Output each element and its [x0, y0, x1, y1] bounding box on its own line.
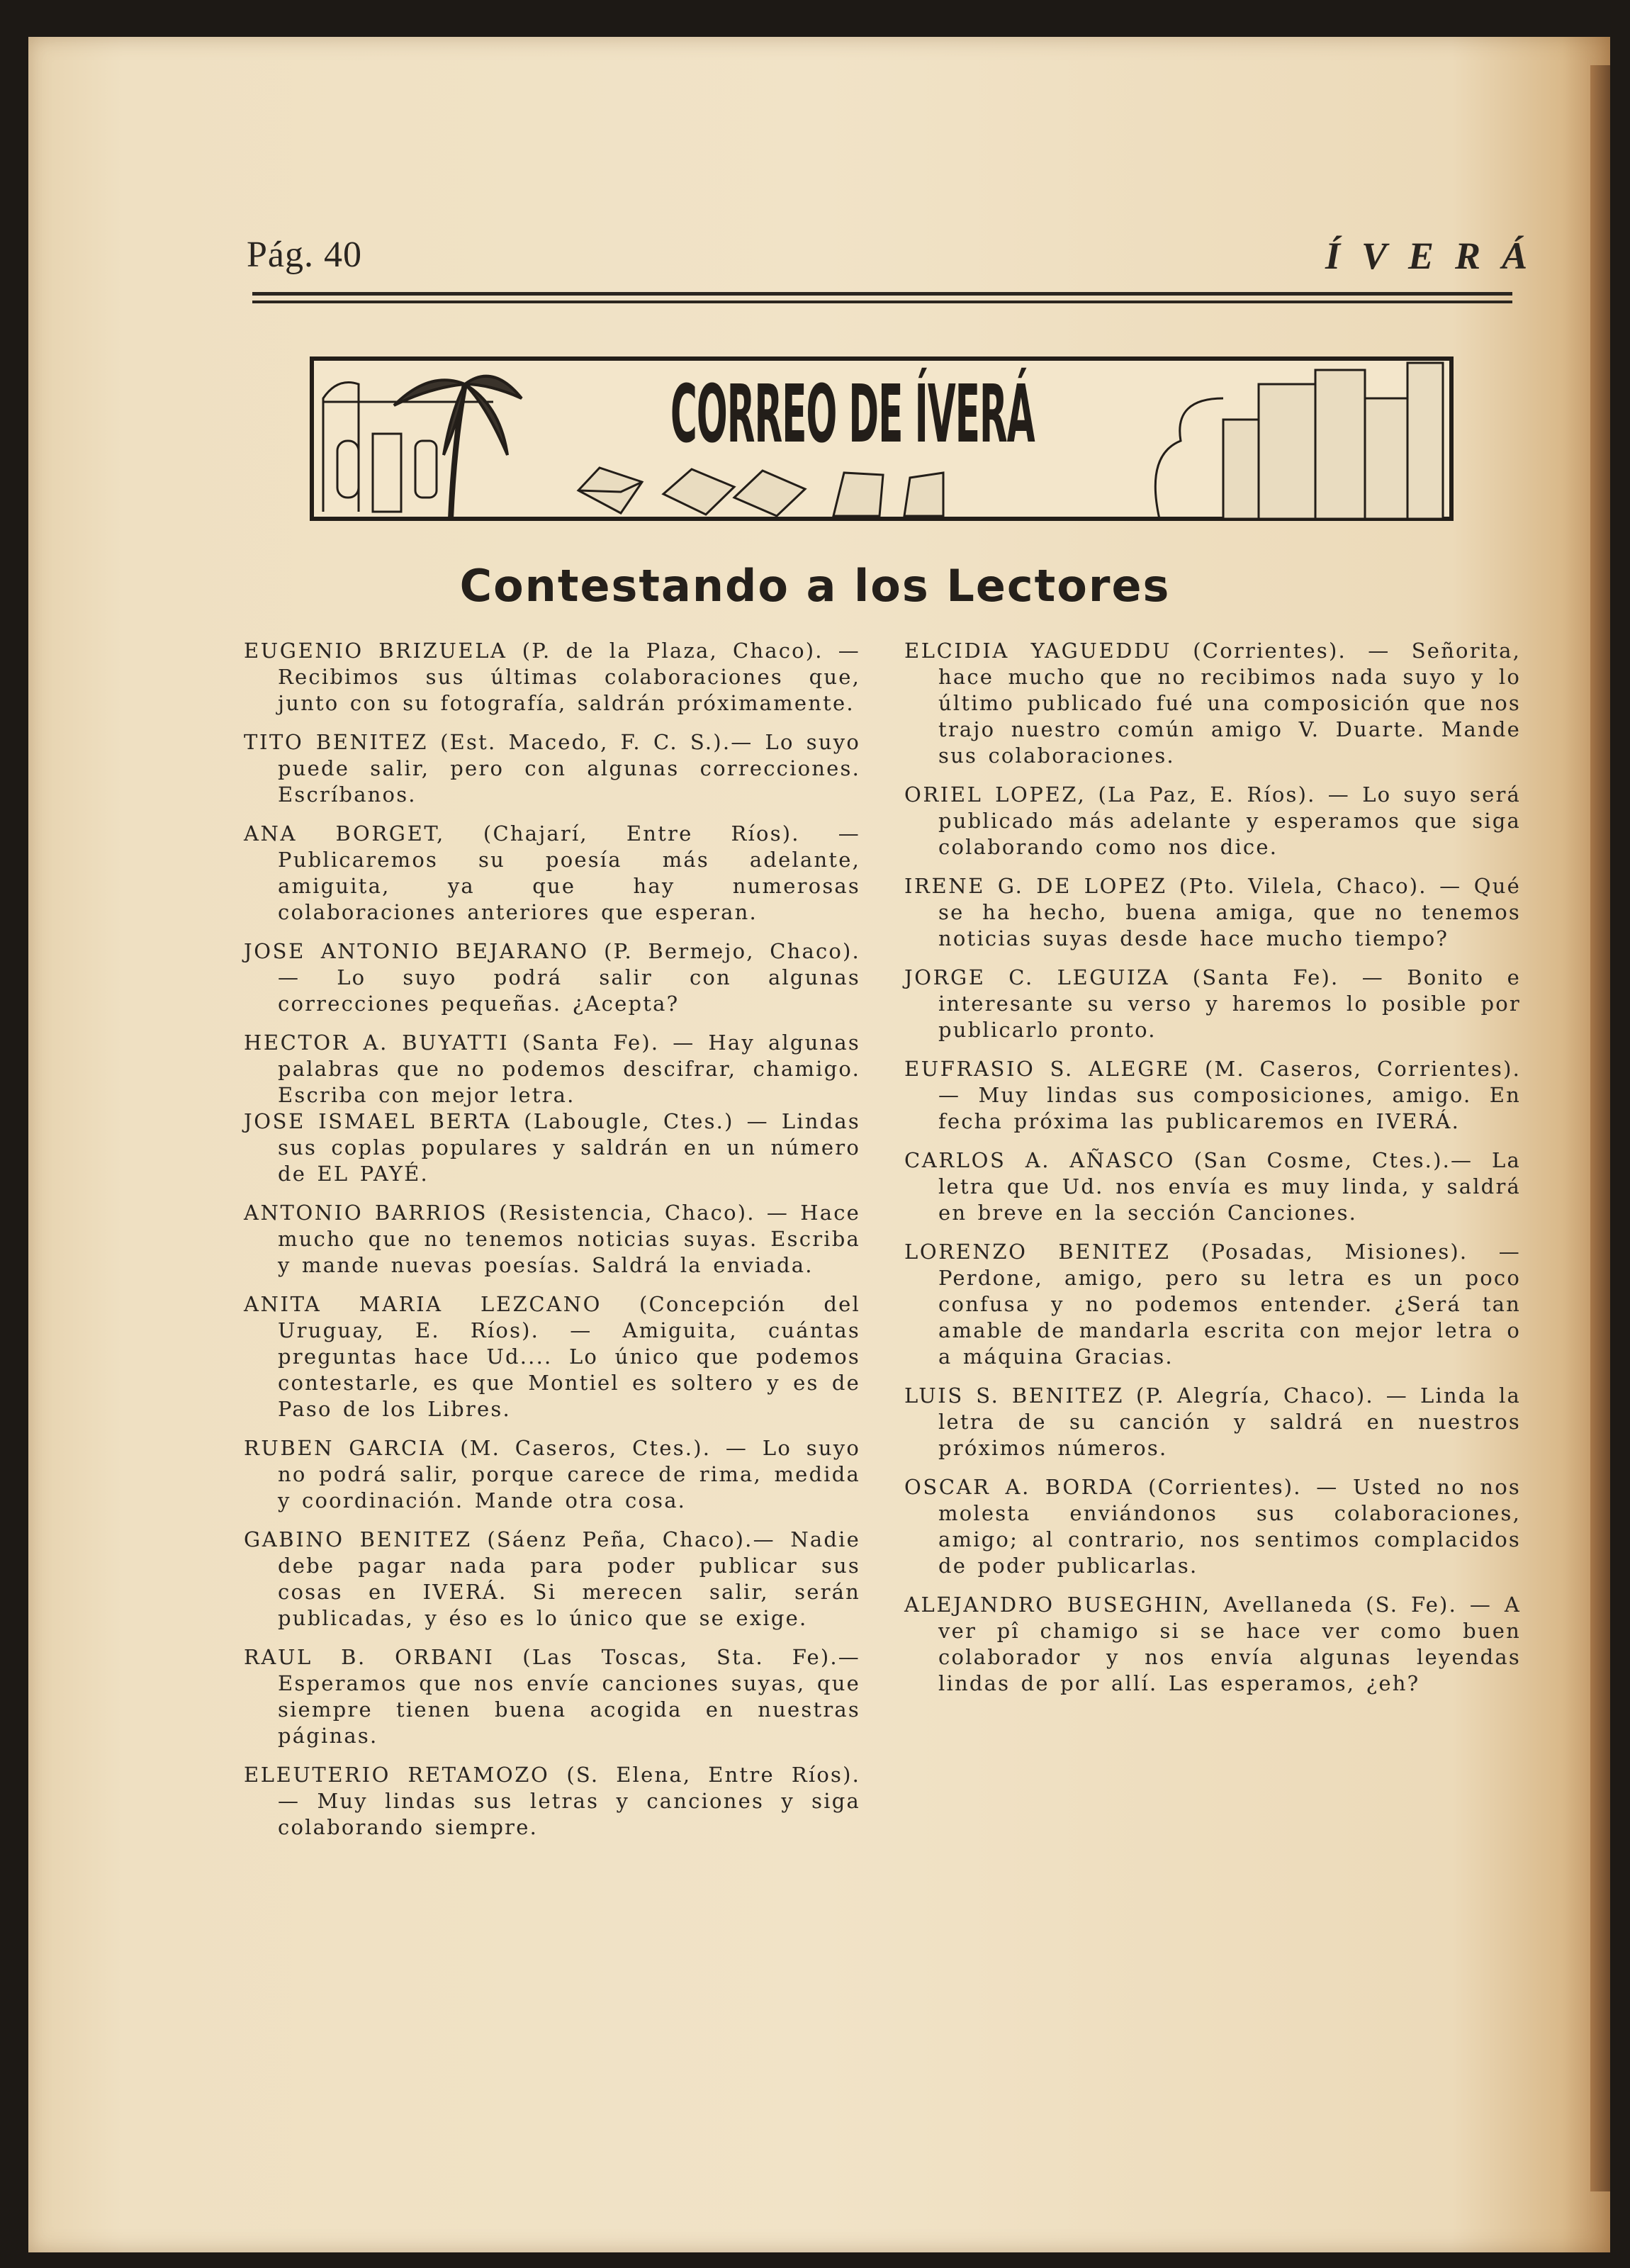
reply-text: (Resistencia, Chaco). — Hace mucho que no tenemos noticias suyas. Escriba y mande nuevas poesías. Saldrá la enviada.: [278, 1201, 860, 1277]
reader-name: RUBEN GARCIA: [244, 1436, 446, 1460]
reader-reply: [904, 873, 1521, 952]
reader-name: ELEUTERIO RETAMOZO: [244, 1763, 550, 1787]
reply-text: (Las Toscas, Sta. Fe).— Esperamos que nos envíe canciones suyas, que siempre tienen buena acogida en nuestras páginas.: [278, 1645, 860, 1748]
reader-reply: [244, 729, 860, 808]
reply-text: (Pto. Vilela, Chaco). — Qué se ha hecho, buena amiga, que no tenemos noticias suyas desde hace mucho tiempo?: [938, 874, 1521, 950]
reader-reply: [244, 1030, 860, 1108]
reply-text: (P. Alegría, Chaco). — Linda la letra de su canción y saldrá en nuestros próximos números.: [938, 1383, 1522, 1460]
reply-text: (P. de la Plaza, Chaco). — Recibimos sus últimas colaboraciones que, junto con su fotografía, saldrán próximamente.: [278, 639, 861, 715]
reader-name: GABINO BENITEZ: [244, 1527, 472, 1551]
reply-text: (M. Caseros, Corrientes). — Muy lindas sus composiciones, amigo. En fecha próxima las publicaremos en IVERÁ.: [938, 1057, 1522, 1133]
reply-text: (Concepción del Uruguay, E. Ríos). — Amiguita, cuántas preguntas hace Ud.... Lo único que podemos contestarle, es que Montiel es soltero y es de Paso de los Libres.: [278, 1292, 860, 1421]
reader-reply: [904, 1474, 1521, 1579]
page-number: Pág. 40: [247, 235, 362, 275]
reply-text: (Corrientes). — Señorita, hace mucho que no recibimos nada suyo y lo último publicado fué una composición que nos trajo nuestro común amigo V. Duarte. Mande sus colaboraciones.: [938, 639, 1521, 768]
reader-name: ELCIDIA YAGUEDDU: [904, 639, 1171, 663]
reply-text: (S. Elena, Entre Ríos). — Muy lindas sus letras y canciones y siga colaborando siempre.: [278, 1763, 861, 1839]
reader-name: EUGENIO BRIZUELA: [244, 639, 507, 663]
reply-text: (Sáenz Peña, Chaco).— Nadie debe pagar nada para poder publicar sus cosas en IVERÁ. Si merecen salir, serán publicadas, y éso es lo único que se exige.: [278, 1527, 860, 1630]
magazine-name: ÍVERÁ: [1325, 235, 1549, 277]
reader-name: ANTONIO BARRIOS: [244, 1201, 488, 1225]
reader-reply: [244, 1762, 860, 1841]
reply-text: (Est. Macedo, F. C. S.).— Lo suyo puede salir, pero con algunas correcciones. Escríbanos.: [278, 730, 860, 807]
reader-name: IRENE G. DE LOPEZ: [904, 874, 1167, 898]
reader-reply: [904, 1383, 1521, 1461]
reader-name: ALEJANDRO BUSEGHIN,: [904, 1593, 1211, 1617]
reader-reply: [244, 1291, 860, 1422]
reader-reply: [904, 782, 1521, 860]
banner-title: CORREO DE ÍVERÁ: [670, 369, 1035, 461]
reply-text: (San Cosme, Ctes.).— La letra que Ud. nos envía es muy linda, y saldrá en breve en la sección Canciones.: [938, 1148, 1521, 1225]
reply-text: (Chajarí, Entre Ríos). — Publicaremos su poesía más adelante, amiguita, ya que hay numerosas colaboraciones anteriores que esperan.: [278, 821, 860, 924]
reader-reply: [244, 1527, 860, 1632]
reader-name: RAUL B. ORBANI: [244, 1645, 495, 1669]
reply-text: (La Paz, E. Ríos). — Lo suyo será publicado más adelante y esperamos que siga colaborando como nos dice.: [938, 782, 1522, 859]
reader-reply: [244, 638, 860, 717]
reader-name: LORENZO BENITEZ: [904, 1240, 1171, 1264]
reader-reply: [244, 1108, 860, 1187]
reader-name: JORGE C. LEGUIZA: [904, 965, 1170, 989]
header-rule-top: [252, 292, 1512, 296]
reply-text: (M. Caseros, Ctes.). — Lo suyo no podrá salir, porque carece de rima, medida y coordinación. Mande otra cosa.: [278, 1436, 860, 1512]
right-column: [904, 638, 1521, 1710]
reader-reply: [244, 1644, 860, 1749]
reader-reply: [244, 821, 860, 926]
reply-text: (Santa Fe). — Bonito e interesante su verso y haremos lo posible por publicarlo pronto.: [938, 965, 1521, 1042]
reply-text: (Labougle, Ctes.) — Lindas sus coplas populares y saldrán en un número de EL PAYÉ.: [278, 1109, 860, 1186]
reply-text: (Santa Fe). — Hay algunas palabras que no podemos descifrar, chamigo. Escriba con mejor letra.: [278, 1031, 860, 1107]
reader-reply: [244, 938, 860, 1017]
reply-text: (Posadas, Misiones). — Perdone, amigo, pero su letra es un poco confusa y no podemos entender. ¿Será tan amable de mandarla escrita con mejor letra o a máquina Gracias.: [938, 1240, 1521, 1369]
reader-name: JOSE ANTONIO BEJARANO: [244, 939, 589, 963]
reply-text: (Corrientes). — Usted no nos molesta enviándonos sus colaboraciones, amigo; al contrario, nos sentimos complacidos de poder publicarlas.: [938, 1475, 1521, 1578]
reader-reply: [904, 1239, 1521, 1370]
reader-reply: [904, 638, 1521, 769]
left-column: [244, 638, 860, 1853]
reader-reply: [904, 1056, 1521, 1135]
reader-name: EUFRASIO S. ALEGRE: [904, 1057, 1191, 1081]
reader-name: ORIEL LOPEZ,: [904, 782, 1086, 807]
reader-name: ANITA MARIA LEZCANO: [244, 1292, 602, 1316]
reader-reply: [244, 1200, 860, 1279]
reply-text: (P. Bermejo, Chaco). — Lo suyo podrá salir con algunas correcciones pequeñas. ¿Acepta?: [278, 939, 860, 1016]
reader-reply: [904, 1592, 1521, 1697]
reply-text: Avellaneda (S. Fe). — A ver pî chamigo si se hace ver como buen colaborador y nos envía algunas leyendas lindas de por allí. Las esperamos, ¿eh?: [938, 1593, 1522, 1695]
reader-name: OSCAR A. BORDA: [904, 1475, 1134, 1499]
reader-name: HECTOR A. BUYATTI: [244, 1031, 510, 1055]
reader-name: CARLOS A. AÑASCO: [904, 1148, 1175, 1172]
reader-name: ANA BORGET,: [244, 821, 445, 846]
reader-reply: [904, 1147, 1521, 1226]
reader-reply: [244, 1435, 860, 1514]
reader-name: JOSE ISMAEL BERTA: [244, 1109, 512, 1133]
reader-reply: [904, 965, 1521, 1043]
section-title: Contestando a los Lectores: [459, 560, 1171, 612]
page-spine-edge: [1590, 65, 1610, 2191]
reader-name: LUIS S. BENITEZ: [904, 1383, 1125, 1408]
header-rule-bottom: [252, 301, 1512, 303]
reader-name: TITO BENITEZ: [244, 730, 429, 754]
